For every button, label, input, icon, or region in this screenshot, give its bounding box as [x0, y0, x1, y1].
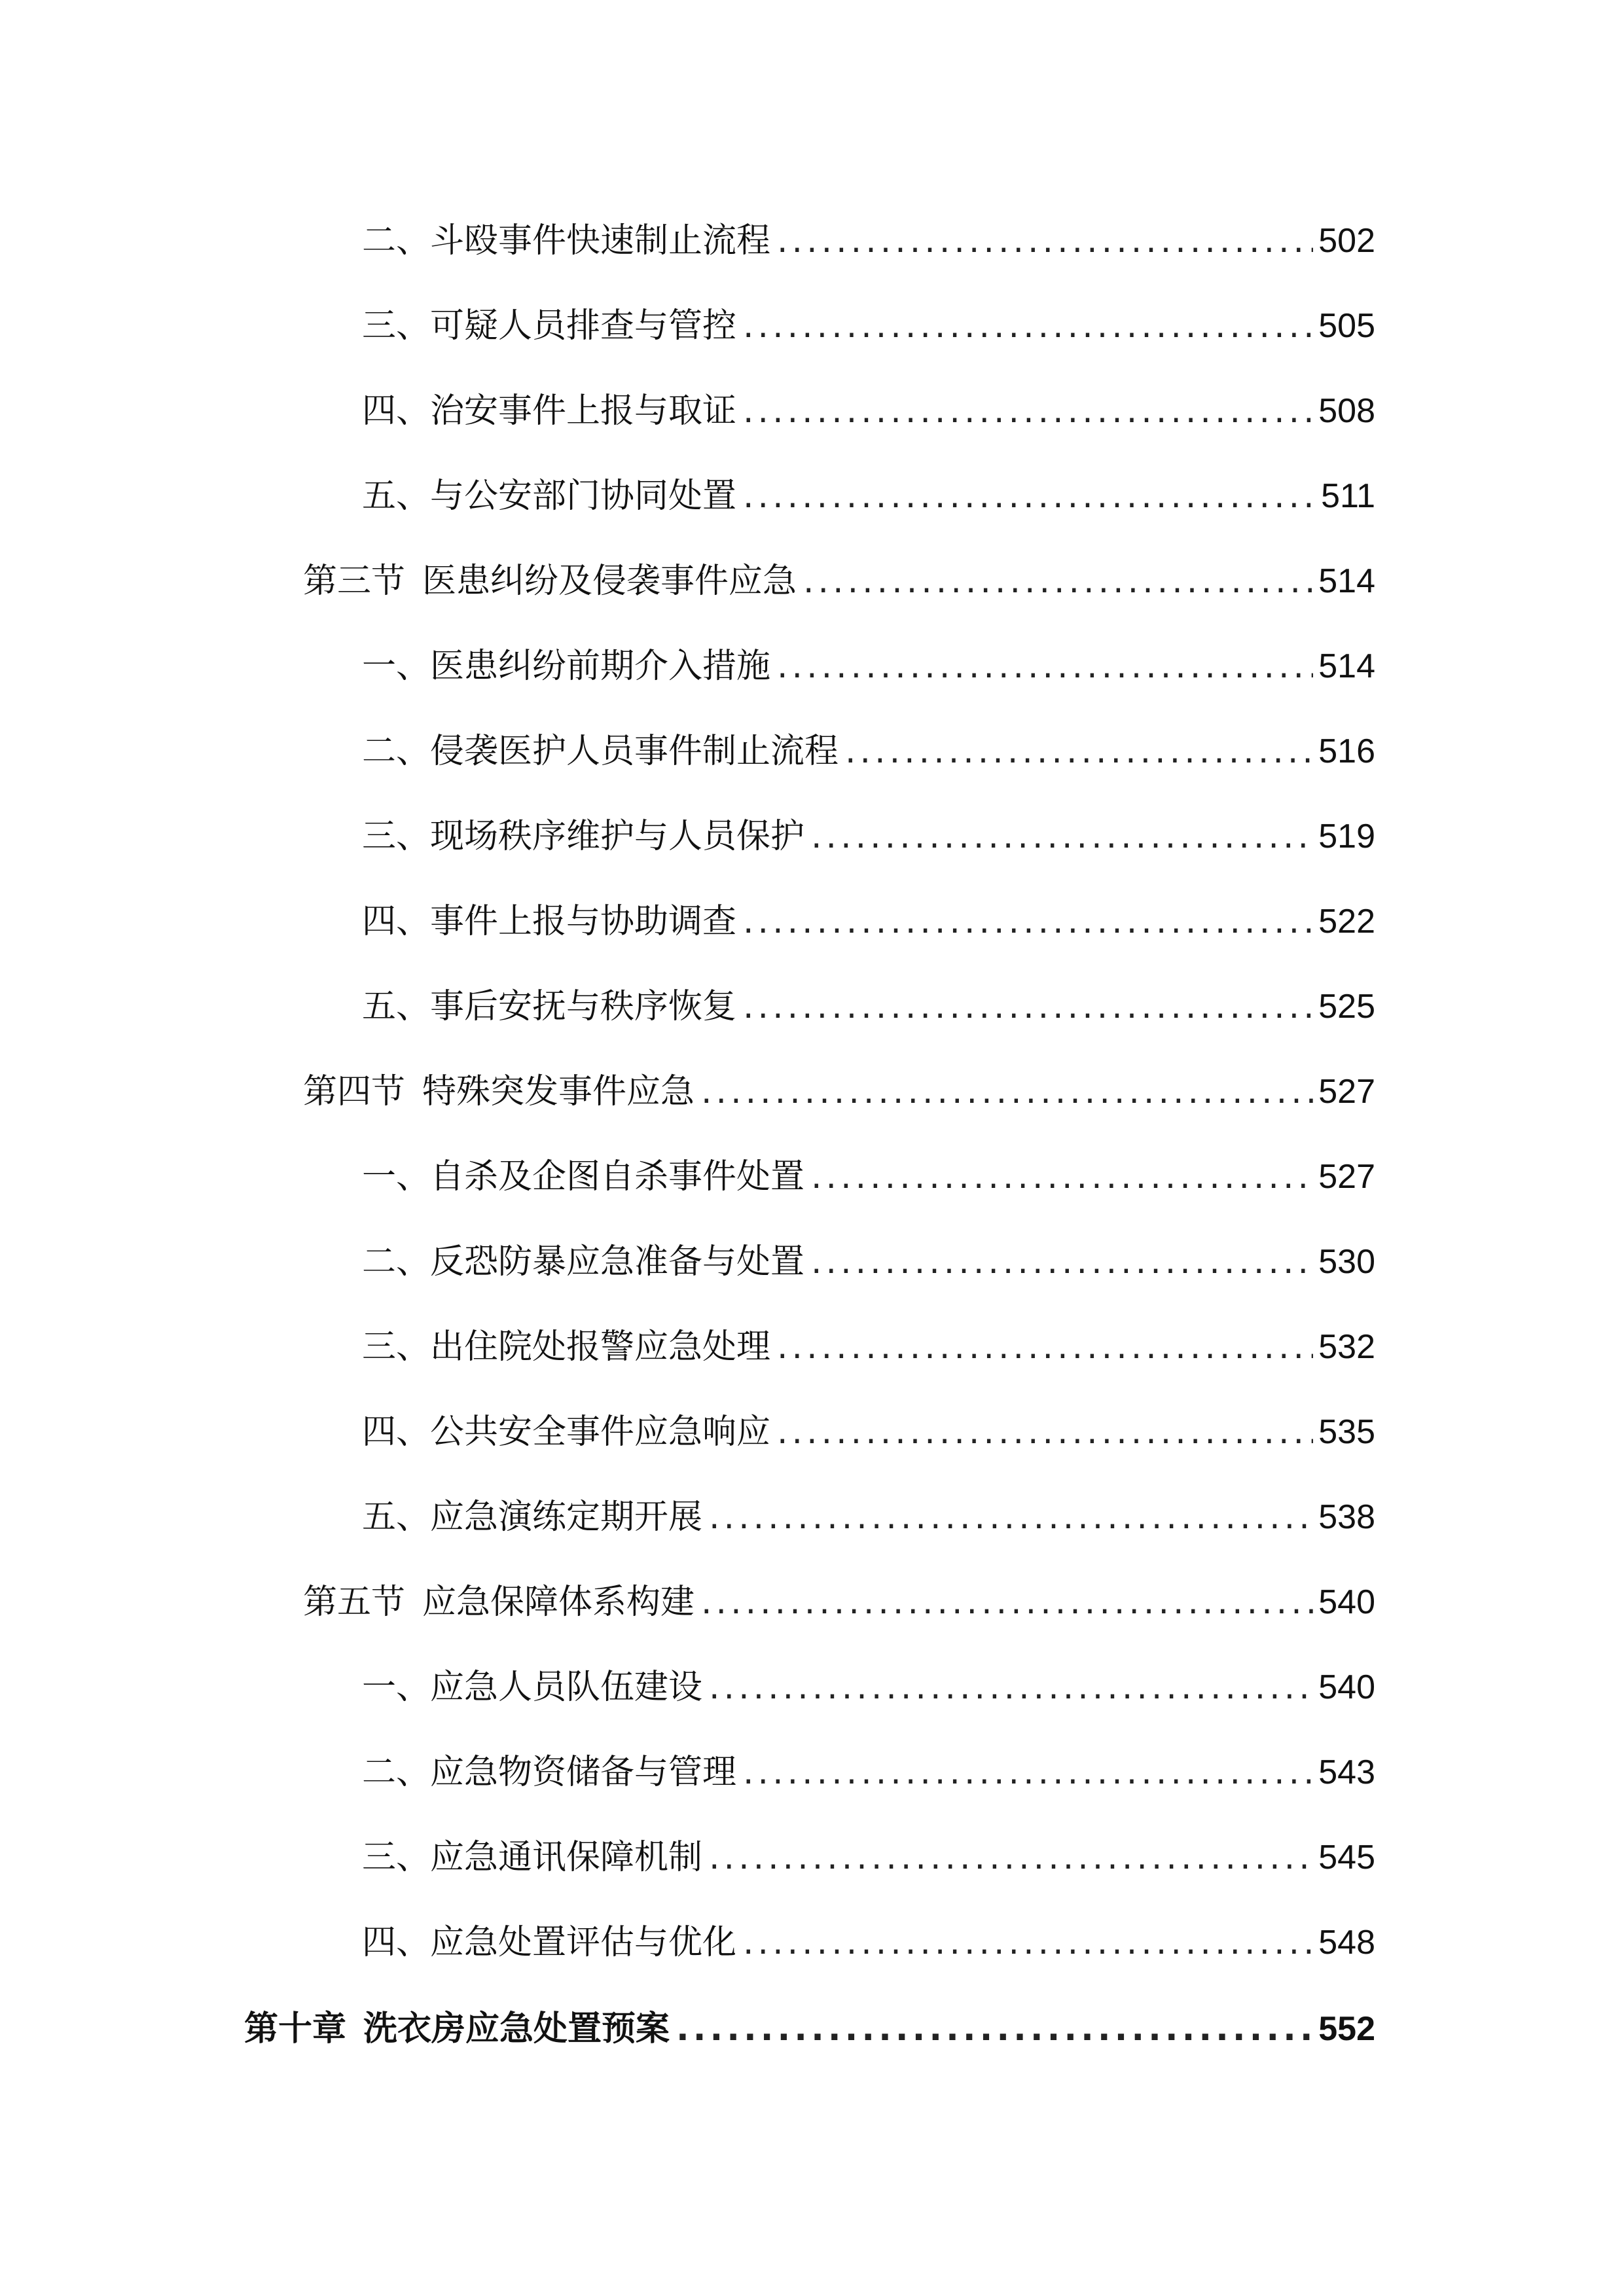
toc-entry-title: 五、事后安抚与秩序恢复 — [362, 987, 737, 1026]
toc-entry-title: 一、医患纠纷前期介入措施 — [362, 647, 771, 686]
toc-page-number: 532 — [1318, 1328, 1375, 1366]
toc-entry[interactable] — [362, 980, 1375, 1033]
toc-dot-leader — [777, 1321, 1313, 1373]
toc-entry-title — [303, 1576, 695, 1628]
toc-dot-leader — [743, 385, 1313, 437]
toc-dot-leader — [743, 1746, 1313, 1799]
toc-entry-title — [303, 1066, 695, 1118]
toc-dot-leader — [777, 640, 1313, 692]
toc-entry[interactable] — [362, 1321, 1375, 1373]
toc-dot-leader — [676, 2003, 1313, 2055]
toc-entry-title — [244, 2003, 670, 2055]
toc-entry-title: 一、自杀及企图自杀事件处置 — [362, 1157, 805, 1196]
toc-entry[interactable] — [362, 470, 1375, 522]
toc-entry[interactable] — [362, 1151, 1375, 1203]
toc-page-number: 525 — [1318, 988, 1375, 1026]
toc-entry-title: 二、侵袭医护人员事件制止流程 — [362, 732, 839, 771]
toc-entry-title: 五、与公安部门协同处置 — [362, 476, 737, 516]
toc-page-number: 543 — [1318, 1753, 1375, 1791]
toc-entry[interactable] — [362, 810, 1375, 863]
toc-dot-leader — [701, 1066, 1313, 1118]
toc-dot-leader — [743, 1916, 1313, 1969]
toc-dot-leader — [743, 980, 1313, 1033]
toc-entry[interactable] — [362, 385, 1375, 437]
toc-dot-leader — [777, 1406, 1313, 1458]
toc-entry-title: 四、公共安全事件应急响应 — [362, 1412, 771, 1452]
toc-entry[interactable] — [362, 1491, 1375, 1543]
toc-entry[interactable] — [362, 1831, 1375, 1884]
toc-entry-title: 二、反恐防暴应急准备与处置 — [362, 1242, 805, 1282]
toc-page-number: 540 — [1318, 1668, 1375, 1706]
toc-entry[interactable] — [362, 725, 1375, 778]
toc-page-number: 514 — [1318, 562, 1375, 600]
toc-page-number: 516 — [1318, 732, 1375, 770]
toc-page-number: 545 — [1318, 1839, 1375, 1876]
toc-entry-title: 三、可疑人员排查与管控 — [362, 306, 737, 346]
toc-dot-leader — [743, 895, 1313, 948]
toc-section-entry[interactable] — [303, 1576, 1375, 1628]
toc-entry-title: 五、应急演练定期开展 — [362, 1498, 703, 1537]
toc-chapter-title: 洗衣房应急处置预案 — [363, 2009, 670, 2049]
toc-section-entry[interactable] — [303, 555, 1375, 607]
toc-page-number: 527 — [1318, 1073, 1375, 1111]
toc-entry-title: 三、出住院处报警应急处理 — [362, 1327, 771, 1367]
toc-entry[interactable] — [362, 1406, 1375, 1458]
toc-section-label: 第五节 — [303, 1583, 406, 1622]
toc-dot-leader — [811, 1151, 1313, 1203]
toc-page-number: 511 — [1321, 477, 1375, 515]
toc-entry[interactable] — [362, 1236, 1375, 1288]
toc-entry-title — [303, 555, 797, 607]
toc-dot-leader — [709, 1491, 1313, 1543]
toc-dot-leader — [701, 1576, 1313, 1628]
toc-entry-title: 一、应急人员队伍建设 — [362, 1668, 703, 1707]
toc-page-number: 522 — [1318, 903, 1375, 941]
toc-section-title: 特殊突发事件应急 — [422, 1072, 695, 1111]
toc-dot-leader — [709, 1661, 1313, 1713]
toc-entry-title: 四、治安事件上报与取证 — [362, 391, 737, 431]
toc-dot-leader — [811, 1236, 1313, 1288]
toc-entry[interactable] — [362, 1916, 1375, 1969]
toc-section-title: 应急保障体系构建 — [422, 1583, 695, 1622]
toc-entry[interactable] — [362, 895, 1375, 948]
toc-page-number: 519 — [1318, 817, 1375, 855]
toc-dot-leader — [811, 810, 1313, 863]
toc-entry-title: 三、应急通讯保障机制 — [362, 1838, 703, 1877]
toc-dot-leader — [743, 300, 1313, 352]
toc-section-entry[interactable] — [303, 1066, 1375, 1118]
toc-page-number: 505 — [1318, 307, 1375, 345]
toc-page-number: 502 — [1318, 222, 1375, 260]
toc-chapter-label: 第十章 — [244, 2009, 347, 2049]
toc-page-number: 514 — [1318, 647, 1375, 685]
toc-entry[interactable] — [362, 640, 1375, 692]
toc-page-number: 552 — [1318, 2010, 1375, 2048]
toc-page-number: 530 — [1318, 1243, 1375, 1281]
toc-page-number: 527 — [1318, 1158, 1375, 1196]
toc-section-label: 第三节 — [303, 562, 406, 601]
toc-page-number: 540 — [1318, 1583, 1375, 1621]
toc-dot-leader — [845, 725, 1313, 778]
toc-entry-title: 四、事件上报与协助调查 — [362, 902, 737, 941]
toc-entry[interactable] — [362, 1746, 1375, 1799]
toc-entry-title: 三、现场秩序维护与人员保护 — [362, 817, 805, 856]
toc-dot-leader — [743, 470, 1316, 522]
toc-dot-leader — [777, 215, 1313, 267]
toc-section-title: 医患纠纷及侵袭事件应急 — [422, 562, 797, 601]
toc-page-number: 548 — [1318, 1924, 1375, 1962]
toc-entry-title: 二、斗殴事件快速制止流程 — [362, 221, 771, 260]
toc-entry[interactable] — [362, 215, 1375, 267]
toc-dot-leader — [803, 555, 1313, 607]
toc-chapter-entry[interactable] — [244, 2003, 1375, 2055]
toc-entry-title: 四、应急处置评估与优化 — [362, 1923, 737, 1962]
toc-section-label: 第四节 — [303, 1072, 406, 1111]
toc-entry[interactable] — [362, 300, 1375, 352]
toc-page-number: 535 — [1318, 1413, 1375, 1451]
toc-page-number: 508 — [1318, 392, 1375, 430]
toc-dot-leader — [709, 1831, 1313, 1884]
toc-page-number: 538 — [1318, 1498, 1375, 1536]
toc-entry-title: 二、应急物资储备与管理 — [362, 1753, 737, 1792]
toc-entry[interactable] — [362, 1661, 1375, 1713]
